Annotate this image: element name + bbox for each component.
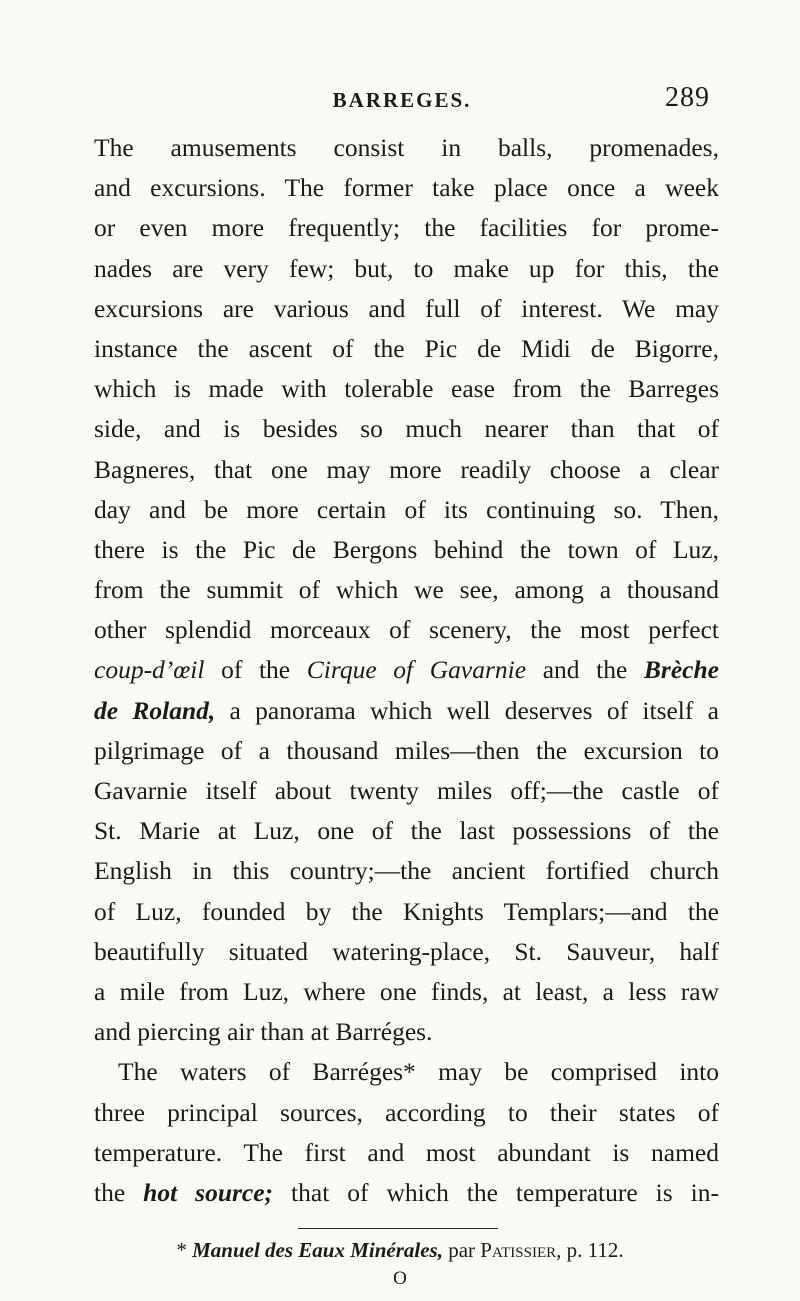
emphasis-text: de Roland, <box>94 695 216 725</box>
emphasis-text: Cirque of Gavarnie <box>306 655 527 685</box>
text-line <box>94 1173 719 1213</box>
paragraph <box>94 1052 719 1213</box>
text-run: of the <box>204 655 307 685</box>
text-line <box>94 168 719 208</box>
page-number: 289 <box>665 82 710 113</box>
text-run: of Luz, founded by the Knights Templars;—and the <box>94 896 719 926</box>
text-run: that of which the temperature is in- <box>273 1177 719 1207</box>
text-run: and piercing air than at Barréges. <box>94 1017 433 1047</box>
text-line <box>94 851 719 891</box>
text-run: The amusements consist in balls, promenades, <box>94 133 719 162</box>
text-line <box>94 1093 719 1133</box>
text-line <box>94 1052 719 1092</box>
text-run: pilgrimage of a thousand miles—then the excursion to <box>94 735 719 765</box>
text-run: which is made with tolerable ease from the Barreges <box>94 374 719 404</box>
footnote-marker: * <box>176 1238 193 1262</box>
text-line <box>94 450 719 490</box>
text-run: the <box>94 1177 144 1207</box>
text-run: instance the ascent of the Pic de Midi de Bigorre, <box>94 333 719 363</box>
text-run: there is the Pic de Bergons behind the town of Luz, <box>94 534 719 564</box>
text-line <box>94 570 719 610</box>
text-run: Bagneres, that one may more readily choose a clear <box>94 454 719 484</box>
text-run: other splendid morceaux of scenery, the most perfect <box>94 615 719 645</box>
running-title: BARREGES. <box>332 88 472 112</box>
text-line <box>94 329 719 369</box>
footnote-page-ref: , p. 112. <box>556 1238 624 1262</box>
text-line <box>94 932 719 972</box>
text-line <box>94 731 719 771</box>
text-line <box>94 650 719 690</box>
footnote-by: par <box>442 1238 481 1262</box>
text-line <box>94 128 719 168</box>
footnote <box>0 1236 800 1264</box>
footnote-title: Manuel des Eaux Minérales, <box>192 1238 443 1262</box>
text-line <box>94 530 719 570</box>
text-run: St. Marie at Luz, one of the last possessions of the <box>94 816 719 846</box>
text-line <box>94 691 719 731</box>
text-run: side, and is besides so much nearer than that of <box>94 414 719 444</box>
text-line <box>94 771 719 811</box>
text-run: and excursions. The former take place once a week <box>94 173 719 203</box>
emphasis-text: coup-d’œil <box>94 655 205 685</box>
text-line <box>94 892 719 932</box>
emphasis-text: hot source; <box>143 1177 274 1207</box>
text-run: a panorama which well deserves of itself a <box>215 695 719 725</box>
text-line <box>94 369 719 409</box>
signature-mark: O <box>393 1268 407 1289</box>
text-line <box>94 1012 719 1052</box>
body-text <box>94 128 719 1213</box>
text-line <box>94 811 719 851</box>
footnote-author: Patissier <box>480 1238 557 1262</box>
text-line <box>94 289 719 329</box>
emphasis-text: Brèche <box>643 655 719 685</box>
footnote-rule <box>298 1228 498 1229</box>
text-run: and the <box>526 655 644 685</box>
running-head <box>94 82 710 118</box>
text-run: a mile from Luz, where one finds, at least, a less raw <box>94 976 719 1006</box>
text-line <box>94 1133 719 1173</box>
text-run: The waters of Barréges* may be comprised into <box>118 1057 719 1087</box>
text-line <box>94 208 719 248</box>
text-run: beautifully situated watering-place, St. Sauveur, half <box>94 936 719 966</box>
text-run: excursions are various and full of interest. We may <box>94 293 719 323</box>
text-run: three principal sources, according to their states of <box>94 1097 719 1127</box>
text-run: temperature. The first and most abundant is named <box>94 1137 719 1167</box>
text-run: Gavarnie itself about twenty miles off;—the castle of <box>94 776 719 805</box>
text-line <box>94 490 719 530</box>
text-run: day and be more certain of its continuing so. Then, <box>94 494 719 524</box>
text-run: or even more frequently; the facilities for prome- <box>94 213 719 243</box>
text-run: from the summit of which we see, among a thousand <box>94 575 719 605</box>
text-line <box>94 972 719 1012</box>
text-line <box>94 249 719 289</box>
text-run: English in this country;—the ancient fortified church <box>94 856 719 886</box>
text-run: nades are very few; but, to make up for this, the <box>94 253 719 283</box>
paragraph <box>94 128 719 1052</box>
text-line <box>94 409 719 449</box>
text-line <box>94 610 719 650</box>
